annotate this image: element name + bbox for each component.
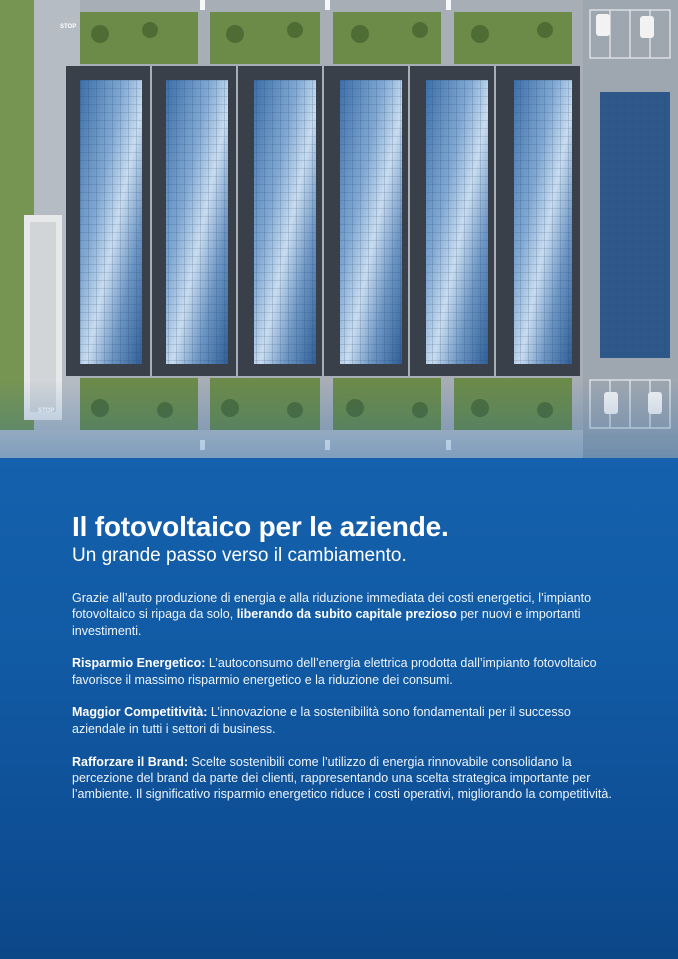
intro-text-after: per nuovi e importanti investimenti. <box>72 607 581 638</box>
intro-paragraph <box>72 590 612 639</box>
risparmio-paragraph <box>72 655 612 688</box>
risparmio-text: L’autoconsumo dell’energia elettrica prodotta dall’impianto fotovoltaico favorisce il massimo risparmio energetico e la riduzione dei consumi. <box>72 656 597 687</box>
competitivita-text: L’innovazione e la sostenibilità sono fondamentali per il successo aziendale in tutti i settori di business. <box>72 705 571 736</box>
intro-text-before: Grazie all’auto produzione di energia e alla riduzione immediata dei costi energetici, l’impianto fotovoltaico si ripaga da solo, <box>72 591 592 622</box>
competitivita-paragraph <box>72 704 612 737</box>
intro-bold-text: liberando da subito capitale prezioso <box>236 607 457 622</box>
brand-text: Scelte sostenibili come l’utilizzo di energia rinnovabile consolidano la percezione del brand da parte dei clienti, rappresentando una scelta strategica importante per l’ambiente. Il significativo risparmio energetico riduce i costi operativi, migliorando la competitività. <box>72 754 612 802</box>
page-subtitle: Un grande passo verso il cambiamento. <box>72 545 407 566</box>
aerial-solar-roof-image <box>0 0 678 458</box>
risparmio-heading: Risparmio Energetico: <box>72 656 206 671</box>
competitivita-heading: Maggior Competitività: <box>72 705 208 720</box>
brand-heading: Rafforzare il Brand: <box>72 754 188 769</box>
brand-paragraph <box>72 754 612 803</box>
content-block <box>72 510 612 819</box>
road-marking-top: STOP <box>60 24 77 30</box>
page-title: Il fotovoltaico per le aziende. <box>72 511 449 542</box>
